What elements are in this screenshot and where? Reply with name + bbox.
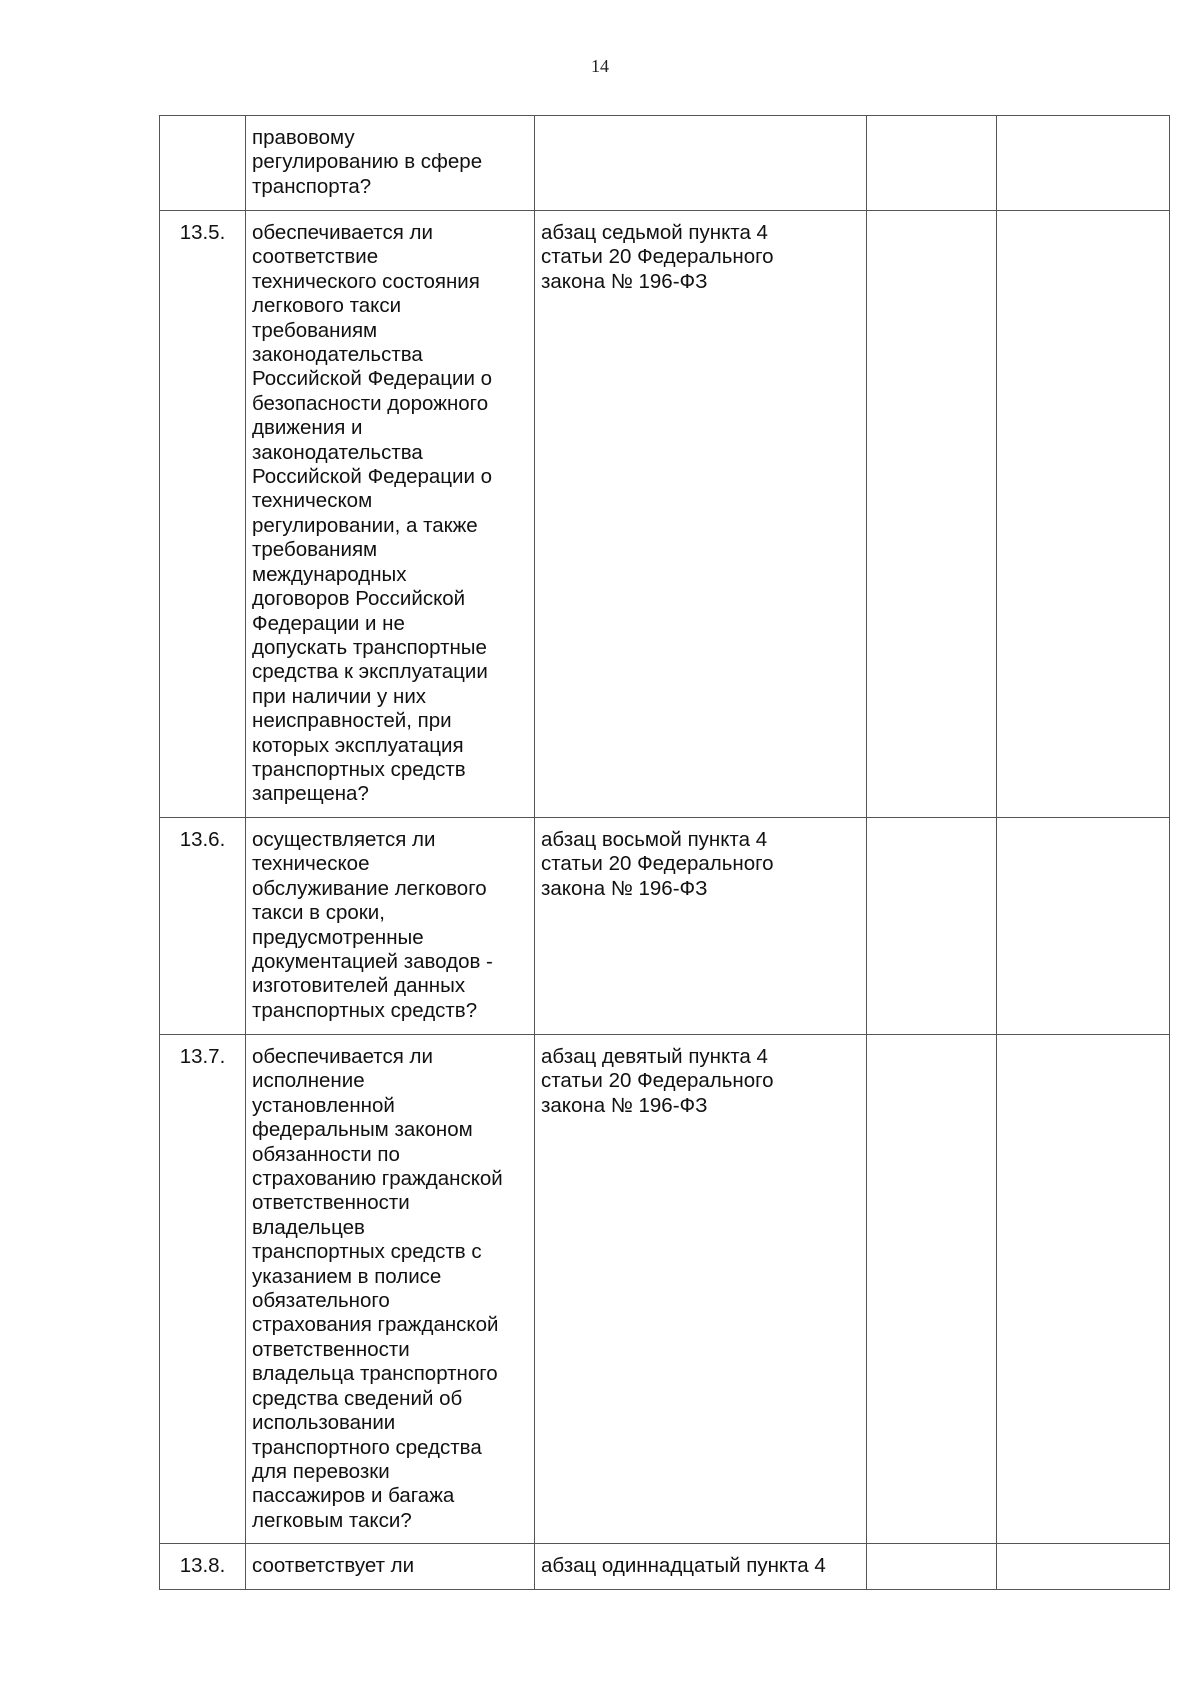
note-cell: [997, 211, 1170, 818]
note-cell: [997, 116, 1170, 211]
question-text: осуществляется ли техническое обслуживание легкового такси в сроки, предусмотренные документацией заводов - изготовителей данных транспортных средств?: [246, 818, 535, 1035]
answer-cell: [867, 1544, 997, 1590]
question-text: обеспечивается ли соответствие технического состояния легкового такси требованиям законодательства Российской Федерации о безопасности дорожного движения и законодательства Российской Федерации о техническом регулировании, а также требованиям международных договоров Российской Федерации и не допускать транспортные средства к эксплуатации при наличии у них неисправностей, при которых эксплуатация транспортных средств запрещена?: [246, 211, 535, 818]
question-text: соответствует ли: [246, 1544, 535, 1590]
legal-reference: абзац одиннадцатый пункта 4: [535, 1544, 867, 1590]
legal-reference: абзац девятый пункта 4 статьи 20 Федерального закона № 196-ФЗ: [535, 1035, 867, 1544]
legal-reference: абзац восьмой пункта 4 статьи 20 Федерального закона № 196-ФЗ: [535, 818, 867, 1035]
checklist-table: [159, 115, 1170, 1590]
legal-reference: абзац седьмой пункта 4 статьи 20 Федерального закона № 196-ФЗ: [535, 211, 867, 818]
question-text: правовому регулированию в сфере транспорта?: [246, 116, 535, 211]
note-cell: [997, 1035, 1170, 1544]
table-row: [160, 116, 1170, 211]
answer-cell: [867, 116, 997, 211]
answer-cell: [867, 211, 997, 818]
table-row: [160, 1035, 1170, 1544]
item-number: 13.7.: [160, 1035, 246, 1544]
answer-cell: [867, 1035, 997, 1544]
note-cell: [997, 1544, 1170, 1590]
legal-reference: [535, 116, 867, 211]
note-cell: [997, 818, 1170, 1035]
question-text: обеспечивается ли исполнение установленной федеральным законом обязанности по страхованию гражданской ответственности владельцев транспортных средств с указанием в полисе обязательного страхования гражданской ответственности владельца транспортного средства сведений об использовании транспортного средства для перевозки пассажиров и багажа легковым такси?: [246, 1035, 535, 1544]
page-number: 14: [591, 56, 609, 76]
item-number: 13.8.: [160, 1544, 246, 1590]
table-row: [160, 211, 1170, 818]
table-row: [160, 818, 1170, 1035]
table-row: [160, 1544, 1170, 1590]
item-number: [160, 116, 246, 211]
item-number: 13.5.: [160, 211, 246, 818]
item-number: 13.6.: [160, 818, 246, 1035]
answer-cell: [867, 818, 997, 1035]
